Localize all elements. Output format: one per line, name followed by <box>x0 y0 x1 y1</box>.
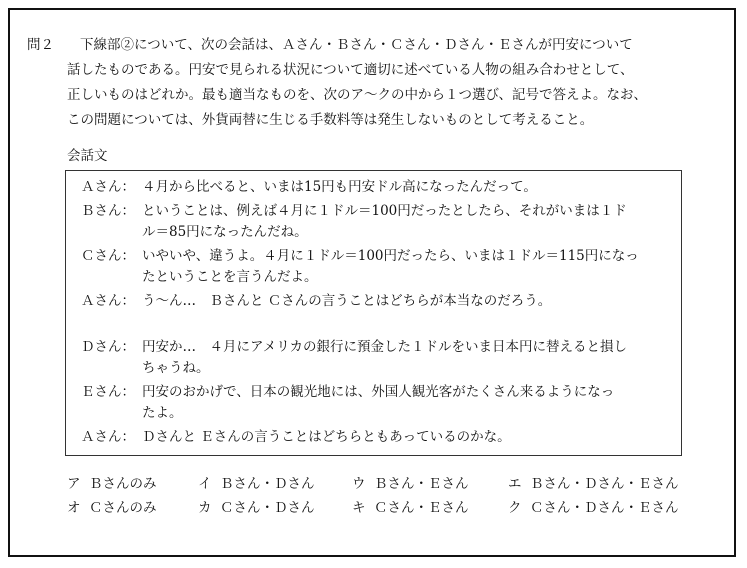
choice-mark: オ <box>67 500 81 516</box>
speaker-label: Ａさん： <box>81 293 135 309</box>
conversation-turn <box>81 426 511 448</box>
choice-ku[interactable] <box>508 499 679 517</box>
choice-mark: ク <box>508 500 522 516</box>
speaker-label: Ｄさん： <box>81 339 135 355</box>
conversation-turn <box>81 336 627 358</box>
question-number: 問２ <box>27 37 54 53</box>
utterance-line: 円安か… ４月にアメリカの銀行に預金した１ドルをいま日本円に替えると損し <box>142 339 628 355</box>
question-line-1: 下線部②について、次の会話は、Ａさん・Ｂさん・Ｃさん・Ｄさん・Ｅさんが円安について <box>80 37 633 53</box>
conversation-label: 会話文 <box>67 148 108 164</box>
choice-ki[interactable] <box>352 499 469 517</box>
question-line-2: 話したものである。円安で見られる状況について適切に述べている人物の組み合わせとして、 <box>67 62 634 78</box>
choice-text: Ｂさん・Ｄさん <box>220 476 315 492</box>
utterance-continuation: たよ。 <box>142 405 183 421</box>
choice-mark: キ <box>352 500 366 516</box>
question-line-4: この問題については、外貨両替に生じる手数料等は発生しないものとして考えること。 <box>67 112 594 128</box>
question-line-3: 正しいものはどれか。最も適当なものを、次のア～クの中から１つ選び、記号で答えよ。なお、 <box>67 87 647 103</box>
utterance-line: ４月から比べると、いまは15円も円安ドル高になったんだって。 <box>142 179 537 195</box>
choice-ka[interactable] <box>198 499 315 517</box>
choice-mark: イ <box>198 476 212 492</box>
choice-a[interactable] <box>67 475 157 493</box>
choice-mark: ウ <box>352 476 366 492</box>
choice-mark: エ <box>508 476 522 492</box>
speaker-label: Ａさん： <box>81 179 135 195</box>
utterance-line: いやいや、違うよ。４月に１ドル＝100円だったら、いまは１ドル＝115円になっ <box>142 248 639 264</box>
conversation-turn <box>81 200 627 222</box>
conversation-turn <box>81 290 551 312</box>
speaker-label: Ｅさん： <box>81 384 135 400</box>
utterance-line: う～ん… Ｂさんと Ｃさんの言うことはどちらが本当なのだろう。 <box>142 293 552 309</box>
choice-text: Ｃさん・Ｄさん・Ｅさん <box>530 500 679 516</box>
conversation-turn <box>81 381 614 403</box>
choice-mark: ア <box>67 476 81 492</box>
choice-i[interactable] <box>198 475 315 493</box>
utterance-continuation: ちゃうね。 <box>142 360 210 376</box>
conversation-turn <box>81 245 639 267</box>
choice-o[interactable] <box>67 499 157 517</box>
utterance-continuation: たということを言うんだよ。 <box>142 269 318 285</box>
speaker-label: Ａさん： <box>81 429 135 445</box>
choice-text: Ｃさんのみ <box>89 500 157 516</box>
utterance-continuation: ル＝85円になったんだね。 <box>142 224 308 240</box>
choice-text: Ｃさん・Ｅさん <box>374 500 469 516</box>
choice-text: Ｂさんのみ <box>89 476 157 492</box>
conversation-turn <box>81 176 537 198</box>
speaker-label: Ｃさん： <box>81 248 135 264</box>
utterance-line: 円安のおかげで、日本の観光地には、外国人観光客がたくさん来るようになっ <box>142 384 615 400</box>
choice-text: Ｃさん・Ｄさん <box>220 500 315 516</box>
utterance-line: Ｄさんと Ｅさんの言うことはどちらともあっているのかな。 <box>142 429 511 445</box>
choice-mark: カ <box>198 500 212 516</box>
choice-text: Ｂさん・Ｅさん <box>374 476 469 492</box>
utterance-line: ということは、例えば４月に１ドル＝100円だったとしたら、それがいまは１ド <box>142 203 627 219</box>
choice-e[interactable] <box>508 475 679 493</box>
speaker-label: Ｂさん： <box>81 203 135 219</box>
choice-text: Ｂさん・Ｄさん・Ｅさん <box>530 476 679 492</box>
choice-u[interactable] <box>352 475 469 493</box>
